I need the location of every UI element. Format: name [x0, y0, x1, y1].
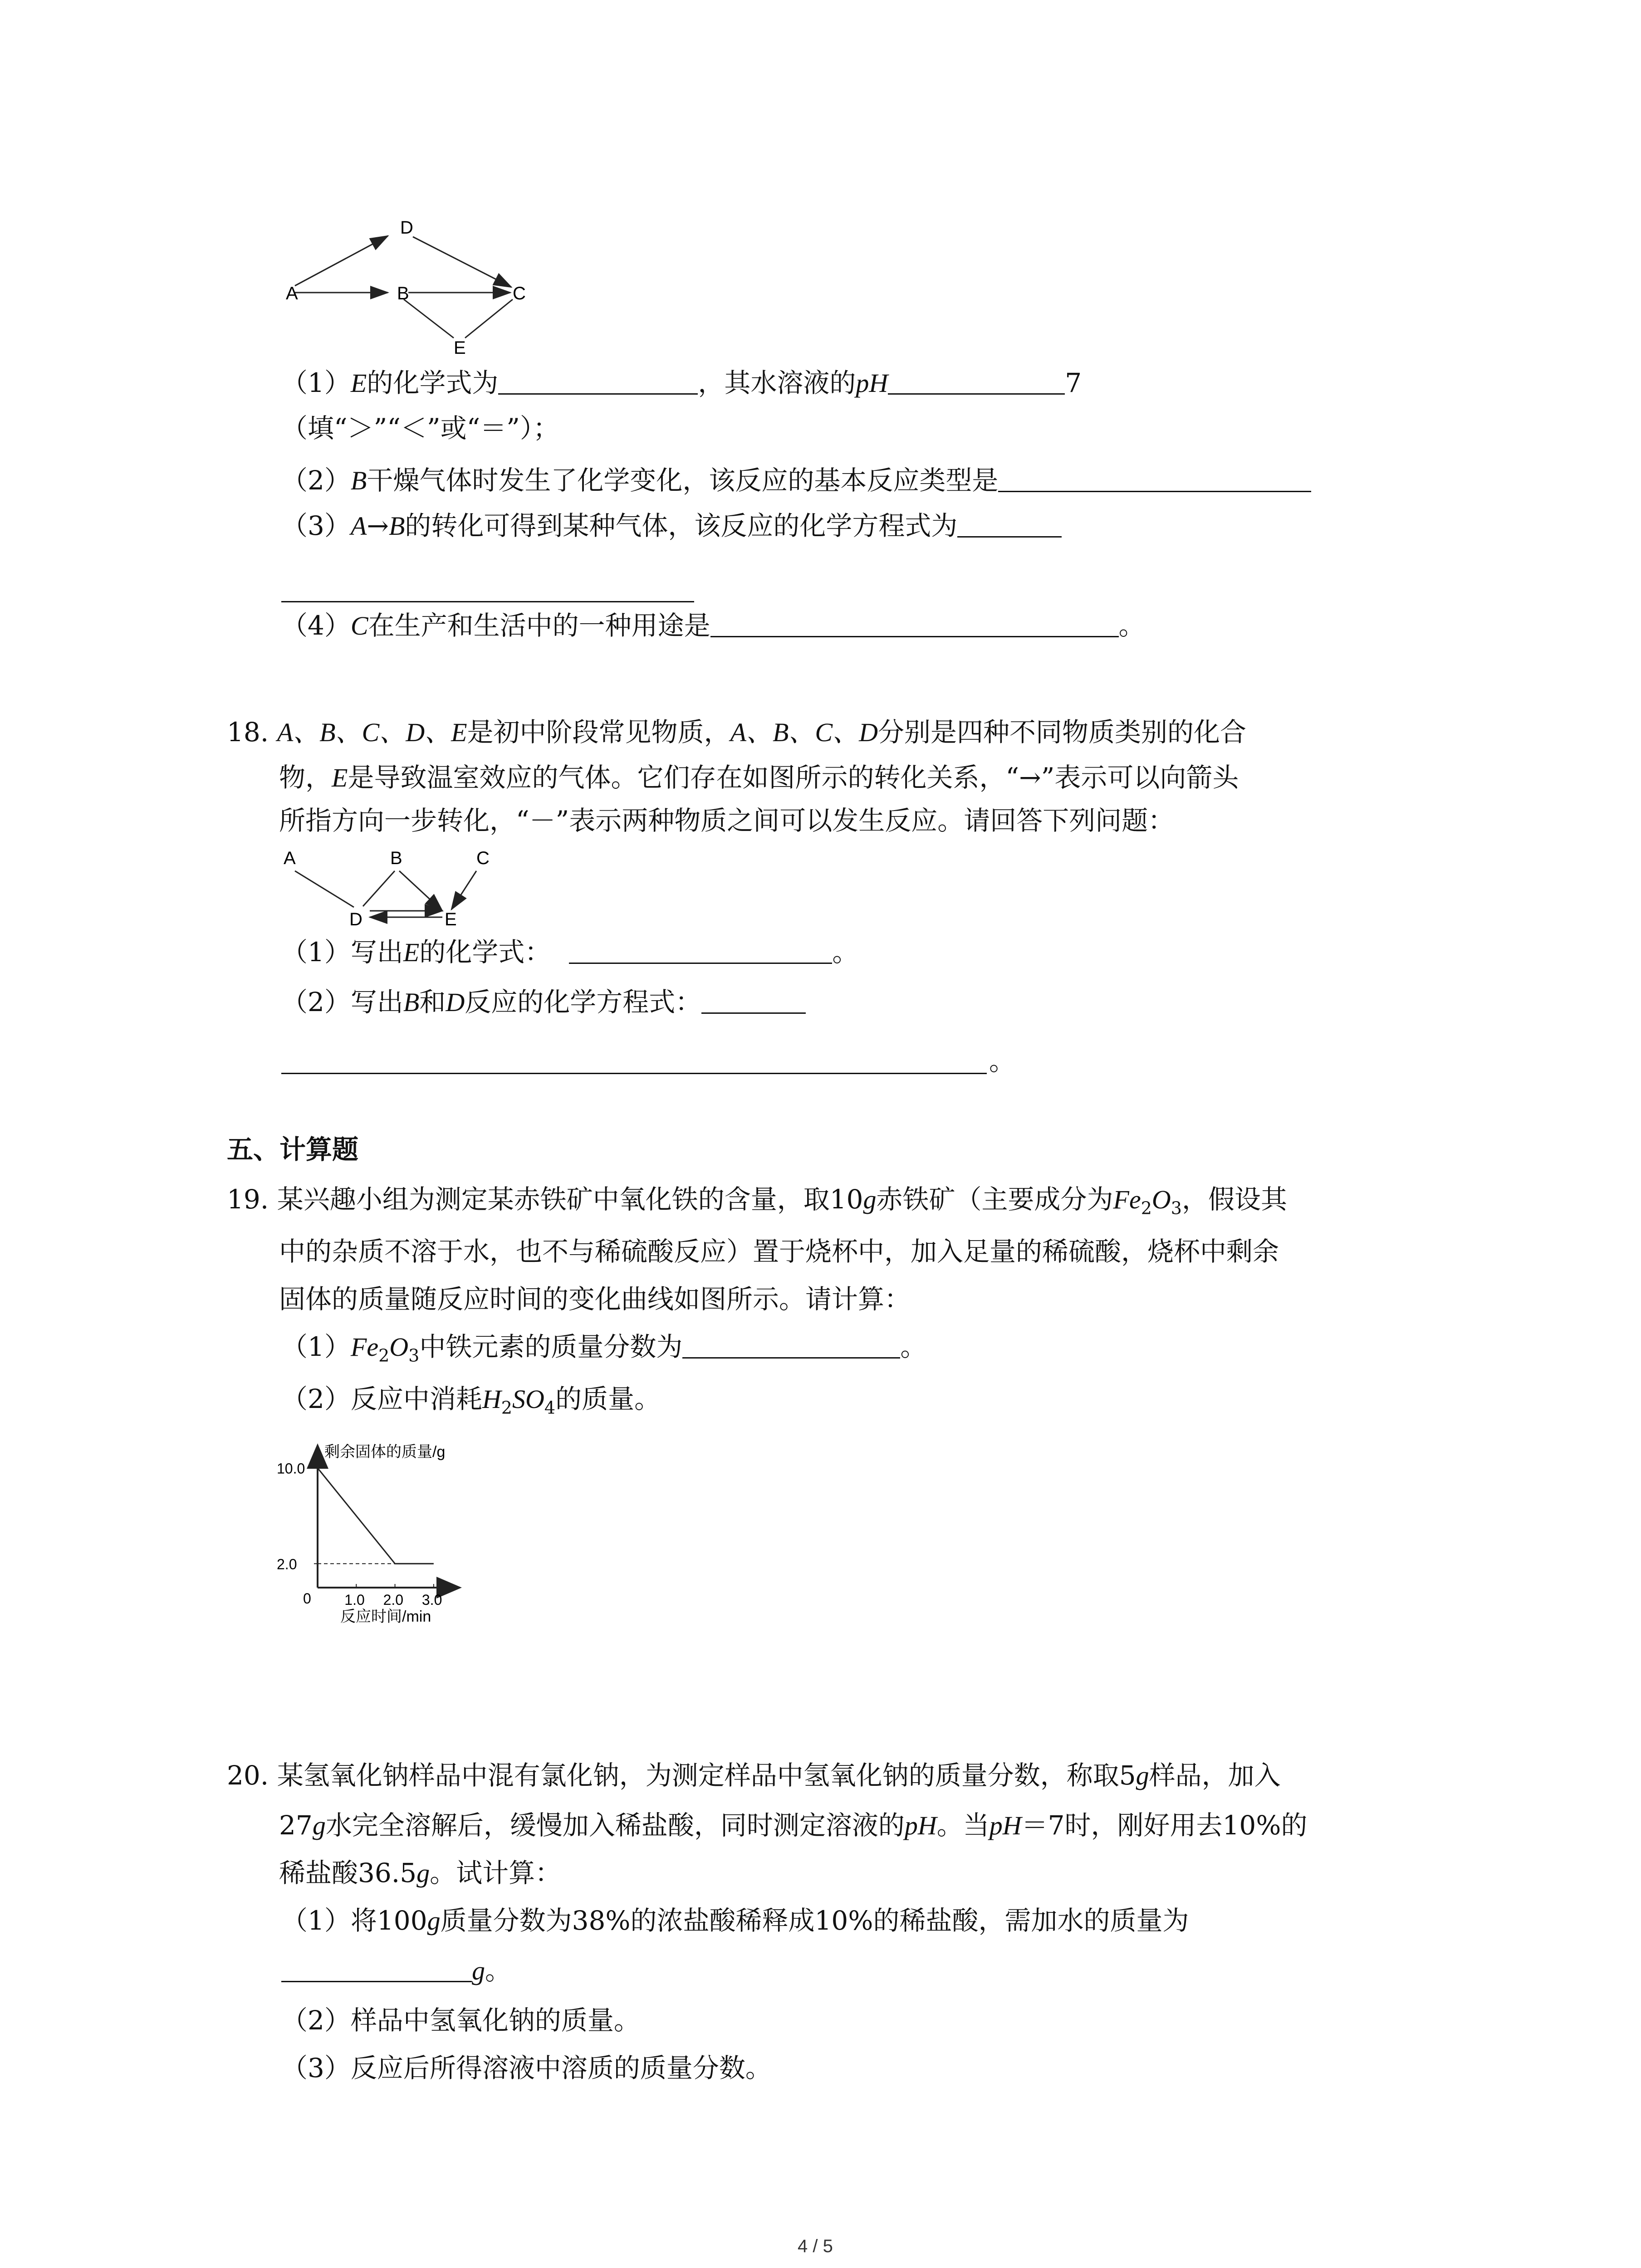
q20-line2: 27g水完全溶解后，缓慢加入稀盐酸，同时测定溶液的pH。当pH＝7时，刚好用去10%的 — [279, 1810, 1308, 1841]
q18-line3: 所指方向一步转化，“－”表示两种物质之间可以发生反应。请回答下列问题： — [279, 805, 1175, 836]
q19-part2: （2）反应中消耗$H_2SO_4$的质量。 — [281, 1383, 661, 1418]
q17-node-a: A — [286, 284, 298, 303]
answer-line[interactable] — [281, 1073, 987, 1074]
section-title: 五、计算题 — [227, 1134, 359, 1165]
q19-line1: 19. 某兴趣小组为测定某赤铁矿中氧化铁的含量，取10g赤铁矿（主要成分为$Fe_2O_3$，假设其 — [227, 1184, 1287, 1218]
q18-node-b: B — [390, 848, 402, 868]
page-number: 4 / 5 — [798, 2236, 833, 2256]
y-axis-label: 剩余固体的质量/g — [324, 1443, 446, 1461]
answer-blank[interactable] — [998, 465, 1311, 492]
answer-blank[interactable] — [888, 368, 1065, 395]
x-tick-label: 2.0 — [383, 1592, 404, 1608]
answer-line[interactable] — [281, 601, 694, 602]
q19-part1: $(1)Fe_2O_3$中铁元素的质量分数为 。 — [281, 1331, 927, 1366]
mass-time-chart — [272, 1438, 508, 1628]
q18-line2: 物，E是导致温室效应的气体。它们存在如图所示的转化关系，“→”表示可以向箭头 — [279, 762, 1239, 793]
answer-blank[interactable] — [710, 611, 1119, 637]
y-tick-label: 2.0 — [277, 1556, 297, 1573]
q17-node-c: C — [513, 284, 526, 303]
answer-blank[interactable] — [701, 987, 806, 1014]
answer-blank[interactable] — [498, 368, 698, 395]
q18-line1: 18. A、B、C、D、E是初中阶段常见物质，A、B、C、D分别是四种不同物质类别的化合 — [227, 717, 1247, 748]
x-tick-label: 3.0 — [421, 1592, 442, 1608]
q20-part1: （1）将100g质量分数为38%的浓盐酸稀释成10%的稀盐酸，需加水的质量为 — [281, 1905, 1189, 1936]
q17-node-b: B — [397, 284, 409, 303]
answer-blank[interactable] — [957, 511, 1062, 538]
q18-node-d: D — [349, 909, 362, 929]
q17-node-e: E — [454, 338, 466, 358]
q18-node-a: A — [284, 848, 296, 868]
answer-blank[interactable] — [281, 1955, 472, 1982]
q17-diagram — [272, 213, 544, 358]
q19-line3: 固体的质量随反应时间的变化曲线如图所示。请计算： — [279, 1284, 911, 1315]
q18-node-e: E — [445, 909, 457, 929]
x-tick-label: 1.0 — [344, 1592, 365, 1608]
q20-line1: 20. 某氢氧化钠样品中混有氯化钠，为测定样品中氢氧化钠的质量分数，称取5g样品，加入 — [227, 1760, 1281, 1791]
q19-line2: 中的杂质不溶于水，也不与稀硫酸反应）置于烧杯中，加入足量的稀硫酸，烧杯中剩余 — [279, 1236, 1279, 1267]
q20-part3: （3）反应后所得溶液中溶质的质量分数。 — [281, 2053, 772, 2083]
q17-part2: （2）B干燥气体时发生了化学变化，该反应的基本反应类型是 — [281, 465, 1311, 497]
q18-part2-end: 。 — [989, 1046, 1016, 1076]
q17-part1-note: （填“＞”“＜”或“＝”）； — [281, 413, 559, 444]
q17-node-d: D — [400, 218, 413, 238]
q17-part3: （3）A→B的转化可得到某种气体，该反应的化学方程式为 — [281, 510, 1062, 542]
q17-part4: （4）C在生产和生活中的一种用途是 。 — [281, 610, 1145, 641]
q18-part1: （1）写出E的化学式： 。 — [281, 937, 859, 968]
origin-label: 0 — [303, 1590, 311, 1607]
q17-part1: （1）E的化学式为 ，其水溶液的pH 7 — [281, 367, 1082, 398]
data-line — [318, 1468, 434, 1564]
q20-part2: （2）样品中氢氧化钠的质量。 — [281, 2005, 640, 2036]
q18-part2: （2）写出B和D反应的化学方程式： — [281, 987, 806, 1018]
q20-line3: 稀盐酸36.5g。试计算： — [279, 1857, 562, 1888]
y-tick-label: 10.0 — [277, 1460, 305, 1477]
q18-node-c: C — [476, 848, 490, 868]
q18-diagram — [277, 844, 531, 930]
answer-blank[interactable] — [569, 937, 832, 964]
x-axis-label: 反应时间/min — [340, 1608, 431, 1625]
q20-part1-line2: g。 — [281, 1955, 511, 1987]
answer-blank[interactable] — [682, 1332, 900, 1359]
